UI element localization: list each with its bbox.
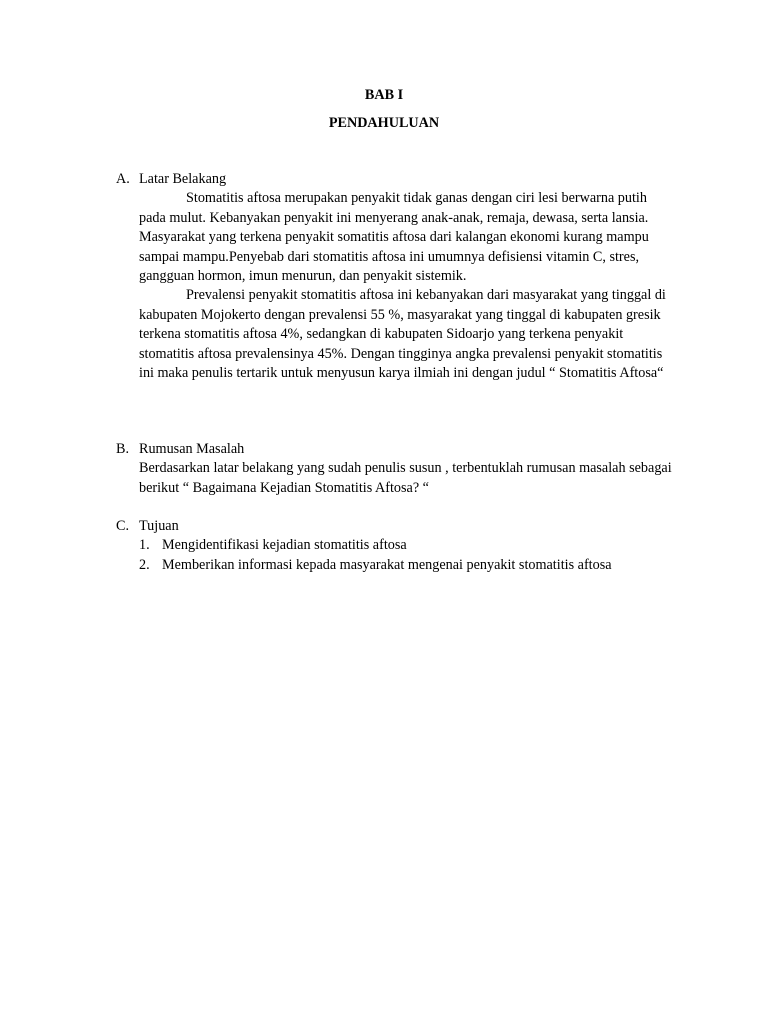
objective-list	[139, 536, 676, 575]
list-item	[139, 536, 676, 555]
section-body	[139, 459, 676, 498]
list-item	[139, 556, 676, 575]
section-heading	[116, 170, 676, 189]
chapter-number: BAB I	[364, 87, 404, 103]
section-marker: B.	[116, 441, 130, 457]
list-item-number: 1.	[139, 537, 150, 554]
section-marker: C.	[116, 518, 130, 534]
section-heading	[116, 517, 676, 536]
list-item-text: Mengidentifikasi kejadian stomatitis aftosa	[162, 537, 407, 554]
section-latar-belakang	[116, 170, 676, 383]
section-rumusan-masalah	[116, 440, 676, 498]
section-body	[139, 189, 676, 383]
list-item-text: Memberikan informasi kepada masyarakat mengenai penyakit stomatitis aftosa	[162, 556, 612, 573]
section-tujuan	[116, 517, 676, 575]
paragraph-definition: Stomatitis aftosa merupakan penyakit tidak ganas dengan ciri lesi berwarna putih pada mulut. Kebanyakan penyakit ini menyerang anak-anak, remaja, dewasa, serta lansia. Masyarakat yang terkena penyakit somatitis aftosa dari kalangan ekonomi kurang mampu sampai mampu.Penyebab dari stomatitis aftosa ini umumnya defisiensi vitamin C, stres, gangguan hormon, imun menurun, dan penyakit sistemik.	[139, 190, 649, 285]
list-item-number: 2.	[139, 556, 150, 573]
chapter-title: PENDAHULUAN	[328, 115, 440, 131]
section-marker: A.	[116, 171, 130, 187]
section-title: Tujuan	[139, 518, 179, 534]
paragraph-prevalence: Prevalensi penyakit stomatitis aftosa ini kebanyakan dari masyarakat yang tinggal di kabupaten Mojokerto dengan prevalensi 55 %, masyarakat yang tinggal di kabupaten gresik terkena stomatitis aftosa 4%, sedangkan di kabupaten Sidoarjo yang terkena penyakit stomatitis aftosa prevalensinya 45%. Dengan tingginya angka prevalensi penyakit stomatitis ini maka penulis tertarik untuk menyusun karya ilmiah ini dengan judul “ Stomatitis Aftosa“	[139, 287, 666, 382]
section-title: Rumusan Masalah	[139, 441, 245, 457]
section-body	[139, 536, 676, 575]
section-heading	[116, 440, 676, 459]
paragraph-problem-statement: Berdasarkan latar belakang yang sudah penulis susun , terbentuklah rumusan masalah sebagai berikut “ Bagaimana Kejadian Stomatitis Aftosa? “	[139, 460, 672, 496]
section-title: Latar Belakang	[139, 171, 227, 187]
